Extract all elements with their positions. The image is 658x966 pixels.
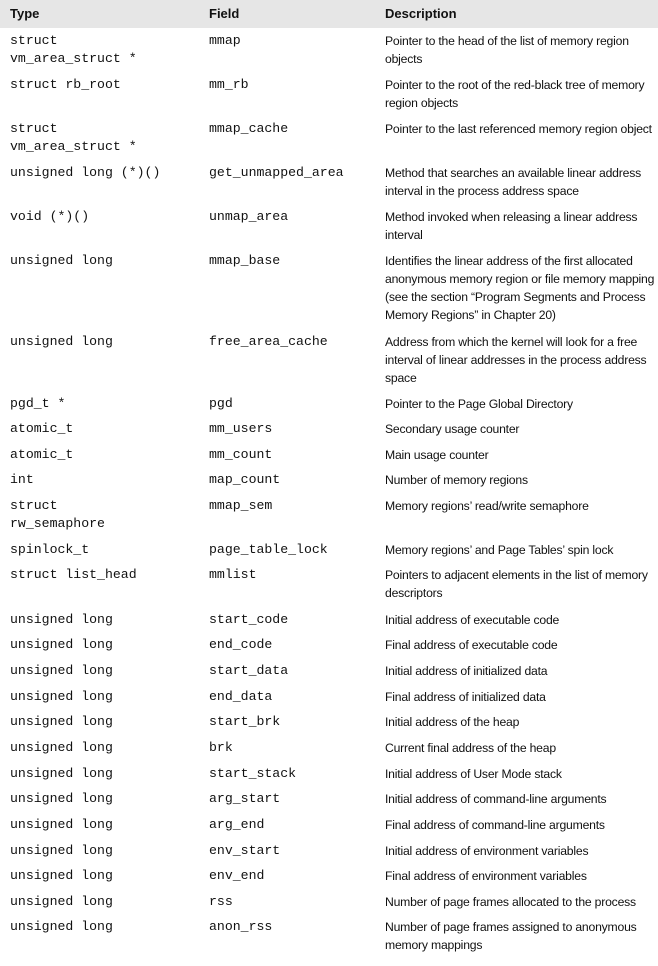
table-header	[0, 0, 658, 28]
cell-description-line: Memory regions’ read/write semaphore	[385, 499, 589, 513]
cell-description-line: Initial address of User Mode stack	[385, 767, 562, 781]
cell-field: brk	[209, 740, 233, 755]
cell-description	[385, 32, 651, 68]
cell-field: unmap_area	[209, 209, 289, 224]
cell-type-line: struct	[10, 33, 58, 48]
cell-type-line: void (*)()	[10, 209, 90, 224]
cell-description-line: Final address of environment variables	[385, 869, 587, 883]
cell-field: pgd	[209, 396, 233, 411]
cell-type	[10, 688, 113, 706]
cell-description-line: Initial address of executable code	[385, 613, 560, 627]
cell-field: map_count	[209, 472, 281, 487]
cell-description-line: interval of linear addresses in the process address	[385, 353, 647, 367]
cell-field: mmlist	[209, 567, 257, 582]
cell-field: get_unmapped_area	[209, 165, 344, 180]
cell-description	[385, 765, 651, 783]
cell-type-line: unsigned long	[10, 253, 113, 268]
cell-type-line: unsigned long	[10, 663, 113, 678]
cell-type-line: unsigned long	[10, 689, 113, 704]
cell-field: env_start	[209, 843, 281, 858]
cell-description	[385, 497, 651, 515]
cell-description	[385, 918, 651, 954]
cell-field: mmap_sem	[209, 498, 273, 513]
cell-description-line: Memory regions’ and Page Tables’ spin lock	[385, 543, 614, 557]
cell-type	[10, 395, 65, 413]
cell-description	[385, 208, 651, 244]
cell-type-line: atomic_t	[10, 421, 74, 436]
cell-description-line: Pointer to the head of the list of memory region	[385, 34, 629, 48]
cell-description	[385, 688, 651, 706]
cell-field: env_end	[209, 868, 265, 883]
cell-description-line: memory mappings	[385, 938, 483, 952]
cell-type-line: int	[10, 472, 34, 487]
cell-type-line: unsigned long	[10, 714, 113, 729]
cell-field: mm_rb	[209, 77, 249, 92]
cell-description	[385, 164, 651, 200]
cell-type	[10, 446, 73, 464]
cell-description	[385, 816, 651, 834]
cell-type-line: vm_area_struct *	[10, 139, 137, 154]
cell-description	[385, 420, 651, 438]
cell-type-line: unsigned long	[10, 637, 113, 652]
column-header-type: Type	[10, 6, 40, 21]
column-header-field: Field	[209, 6, 240, 21]
cell-type	[10, 842, 113, 860]
cell-field: mm_count	[209, 447, 273, 462]
cell-field: page_table_lock	[209, 542, 328, 557]
cell-description	[385, 446, 651, 464]
cell-type-line: rw_semaphore	[10, 516, 105, 531]
cell-type-line: vm_area_struct *	[10, 51, 137, 66]
cell-description-line: Number of page frames allocated to the process	[385, 895, 636, 909]
cell-type	[10, 790, 113, 808]
cell-field: start_brk	[209, 714, 281, 729]
cell-description-line: interval in the process address space	[385, 184, 579, 198]
cell-field: anon_rss	[209, 919, 273, 934]
cell-type-line: unsigned long	[10, 868, 113, 883]
cell-description	[385, 541, 651, 559]
cell-type	[10, 120, 137, 156]
cell-description	[385, 611, 651, 629]
cell-type	[10, 765, 113, 783]
cell-description	[385, 713, 651, 731]
cell-description-line: objects	[385, 52, 423, 66]
cell-description-line: Method that searches an available linear address	[385, 166, 641, 180]
cell-type	[10, 252, 113, 270]
cell-type	[10, 333, 113, 351]
cell-field: mmap	[209, 33, 241, 48]
cell-type	[10, 164, 160, 182]
cell-description	[385, 662, 651, 680]
cell-description-line: Initial address of the heap	[385, 715, 520, 729]
cell-type-line: unsigned long	[10, 791, 113, 806]
cell-description-line: interval	[385, 228, 423, 242]
cell-description	[385, 395, 651, 413]
cell-field: arg_end	[209, 817, 265, 832]
cell-field: start_code	[209, 612, 289, 627]
cell-description-line: Pointers to adjacent elements in the list of memory	[385, 568, 648, 582]
cell-description	[385, 252, 655, 324]
cell-field: mmap_base	[209, 253, 281, 268]
cell-field: end_code	[209, 637, 273, 652]
cell-type-line: unsigned long	[10, 843, 113, 858]
cell-description-line: Number of page frames assigned to anonymous	[385, 920, 637, 934]
cell-type	[10, 32, 137, 68]
cell-field: start_data	[209, 663, 289, 678]
cell-type	[10, 662, 113, 680]
cell-type-line: spinlock_t	[10, 542, 90, 557]
cell-description	[385, 790, 651, 808]
cell-type-line: pgd_t *	[10, 396, 66, 411]
cell-description-line: Final address of initialized data	[385, 690, 546, 704]
cell-description	[385, 566, 651, 602]
cell-description-line: Pointer to the Page Global Directory	[385, 397, 573, 411]
cell-field: rss	[209, 894, 233, 909]
cell-type-line: struct	[10, 498, 58, 513]
cell-type-line: unsigned long	[10, 894, 113, 909]
cell-description	[385, 120, 651, 138]
cell-description-line: Current final address of the heap	[385, 741, 556, 755]
cell-description	[385, 333, 651, 387]
cell-type	[10, 739, 113, 757]
cell-type	[10, 471, 34, 489]
cell-field: end_data	[209, 689, 273, 704]
cell-type-line: unsigned long	[10, 740, 113, 755]
cell-type-line: unsigned long	[10, 334, 113, 349]
cell-description-line: Initial address of command-line arguments	[385, 792, 607, 806]
cell-description-line: region objects	[385, 96, 459, 110]
cell-description	[385, 893, 651, 911]
cell-type	[10, 918, 113, 936]
cell-description-line: anonymous memory region or file memory mapping	[385, 272, 655, 286]
cell-type-line: unsigned long	[10, 612, 113, 627]
cell-description	[385, 636, 651, 654]
cell-field: mmap_cache	[209, 121, 289, 136]
cell-type	[10, 713, 113, 731]
cell-type	[10, 816, 113, 834]
cell-type	[10, 893, 113, 911]
cell-description-line: Pointer to the root of the red-black tree of memory	[385, 78, 645, 92]
cell-type	[10, 566, 137, 584]
cell-description-line: descriptors	[385, 586, 443, 600]
cell-type	[10, 867, 113, 885]
cell-description-line: Final address of command-line arguments	[385, 818, 605, 832]
cell-description-line: Final address of executable code	[385, 638, 558, 652]
cell-description-line: space	[385, 371, 417, 385]
cell-type-line: struct list_head	[10, 567, 137, 582]
cell-type-line: unsigned long	[10, 817, 113, 832]
cell-type	[10, 208, 89, 226]
cell-type-line: unsigned long (*)()	[10, 165, 161, 180]
cell-description	[385, 867, 651, 885]
cell-description-line: Number of memory regions	[385, 473, 528, 487]
cell-description-line: Secondary usage counter	[385, 422, 520, 436]
cell-description-line: Method invoked when releasing a linear address	[385, 210, 638, 224]
cell-field: free_area_cache	[209, 334, 328, 349]
cell-description-line: Address from which the kernel will look for a free	[385, 335, 638, 349]
cell-description-line: Memory Regions” in Chapter 20)	[385, 308, 556, 322]
cell-description-line: Identifies the linear address of the first allocated	[385, 254, 633, 268]
cell-type	[10, 611, 113, 629]
cell-type	[10, 636, 113, 654]
cell-description-line: Initial address of environment variables	[385, 844, 589, 858]
cell-type	[10, 541, 89, 559]
column-header-description: Description	[385, 6, 457, 21]
cell-type-line: unsigned long	[10, 766, 113, 781]
cell-type	[10, 420, 73, 438]
cell-description-line: Initial address of initialized data	[385, 664, 548, 678]
cell-description-line: Main usage counter	[385, 448, 489, 462]
cell-type	[10, 497, 105, 533]
cell-type	[10, 76, 121, 94]
cell-description	[385, 739, 651, 757]
cell-description	[385, 76, 651, 112]
cell-field: mm_users	[209, 421, 273, 436]
cell-description	[385, 842, 651, 860]
cell-type-line: atomic_t	[10, 447, 74, 462]
cell-field: arg_start	[209, 791, 281, 806]
cell-description-line: Pointer to the last referenced memory region object	[385, 122, 652, 136]
cell-description-line: (see the section “Program Segments and Process	[385, 290, 646, 304]
cell-type-line: struct rb_root	[10, 77, 121, 92]
cell-type-line: struct	[10, 121, 58, 136]
cell-type-line: unsigned long	[10, 919, 113, 934]
cell-field: start_stack	[209, 766, 297, 781]
cell-description	[385, 471, 651, 489]
